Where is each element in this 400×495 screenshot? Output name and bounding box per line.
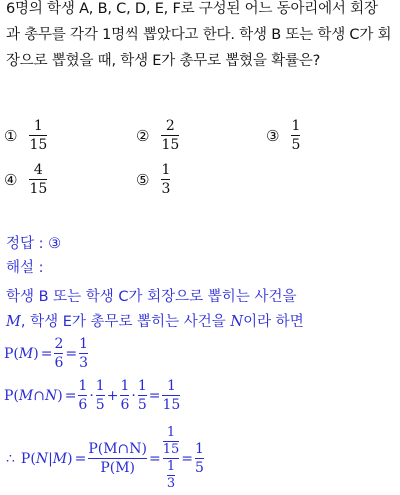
fraction: $\frac{P(M\cap N)}{P(M)}$	[88, 441, 147, 476]
plus-sign: +	[106, 387, 119, 404]
option-1[interactable]	[4, 118, 47, 153]
event-var: M∩N	[18, 387, 58, 404]
therefore-symbol: ∴	[6, 450, 15, 467]
option-fraction	[291, 118, 300, 153]
fraction: $\frac{1}{5}$	[137, 378, 147, 413]
prob-symbol: P	[20, 450, 31, 467]
option-5[interactable]	[136, 162, 170, 197]
option-fraction	[29, 118, 47, 153]
equation-conditional: ∴ P ( N|M ) = $\frac{P(M\cap N)}{P(M)}$ = $\frac{\frac{1}{15}}{\frac{1}{3}}$ = $\frac{1}{5}$	[6, 425, 204, 491]
fraction: $\frac{2}{6}$	[54, 336, 64, 371]
multiply-dot: ·	[89, 387, 94, 404]
event-n: N	[230, 314, 244, 330]
fraction: $\frac{1}{5}$	[95, 378, 105, 413]
explanation-line-1: 학생 B 또는 학생 C가 회장으로 뽑히는 사건을	[6, 289, 297, 305]
option-marker: ⑤	[136, 170, 150, 189]
explanation-line-2-text: , 학생 E가 총무로 뽑히는 사건을	[20, 314, 226, 330]
numerator: 1	[161, 162, 171, 178]
option-marker: ②	[136, 126, 150, 145]
numerator: 1	[33, 118, 43, 134]
option-4[interactable]	[4, 162, 47, 197]
option-marker: ③	[266, 126, 280, 145]
denominator: 15	[29, 137, 48, 153]
option-fraction	[161, 162, 170, 197]
numerator: 4	[33, 162, 43, 178]
event-var: M	[18, 345, 34, 362]
fraction: $\frac{1}{5}$	[195, 441, 204, 476]
question-line-3: 장으로 뽑혔을 때, 학생 E가 총무로 뽑혔을 확률은?	[6, 53, 321, 69]
denominator: 5	[291, 137, 301, 153]
option-fraction	[29, 162, 47, 197]
answer-label: 정답 : ③	[6, 236, 62, 252]
option-fraction	[161, 118, 179, 153]
multiply-dot: ·	[131, 387, 136, 404]
fraction: $\frac{1}{6}$	[120, 378, 130, 413]
equation-p-m: P ( M ) = $\frac{2}{6}$ = $\frac{1}{3}$	[4, 336, 89, 371]
option-2[interactable]	[136, 118, 179, 153]
prob-symbol: P	[4, 387, 14, 404]
option-3[interactable]	[266, 118, 300, 153]
option-marker: ④	[4, 170, 18, 189]
numerator: 1	[291, 118, 301, 134]
explanation-label: 해설 :	[6, 260, 44, 276]
denominator: 15	[29, 181, 48, 197]
question-line-1: 6명의 학생 A, B, C, D, E, F로 구성된 어느 동아리에서 회장	[6, 1, 378, 17]
equation-p-m-and-n: P ( M∩N ) = $\frac{1}{6}$ · $\frac{1}{5}$ + $\frac{1}{6}$ · $\frac{1}{5}$ = $\frac{1}{15}$	[4, 378, 181, 413]
event-m: M	[6, 314, 21, 330]
complex-fraction: $\frac{\frac{1}{15}}{\frac{1}{3}}$	[162, 425, 180, 491]
prob-symbol: P	[4, 345, 14, 362]
event-var: N|M	[35, 450, 68, 467]
fraction: $\frac{1}{6}$	[78, 378, 88, 413]
fraction: $\frac{1}{3}$	[79, 336, 89, 371]
explanation-line-2	[6, 310, 304, 331]
option-marker: ①	[4, 126, 18, 145]
question-line-2: 과 총무를 각각 1명씩 뽑았다고 한다. 학생 B 또는 학생 C가 회	[6, 27, 392, 43]
explanation-line-2-end: 이라 하면	[243, 314, 304, 330]
numerator: 2	[165, 118, 175, 134]
denominator: 15	[161, 137, 180, 153]
denominator: 3	[161, 181, 171, 197]
fraction: $\frac{1}{15}$	[162, 378, 181, 413]
